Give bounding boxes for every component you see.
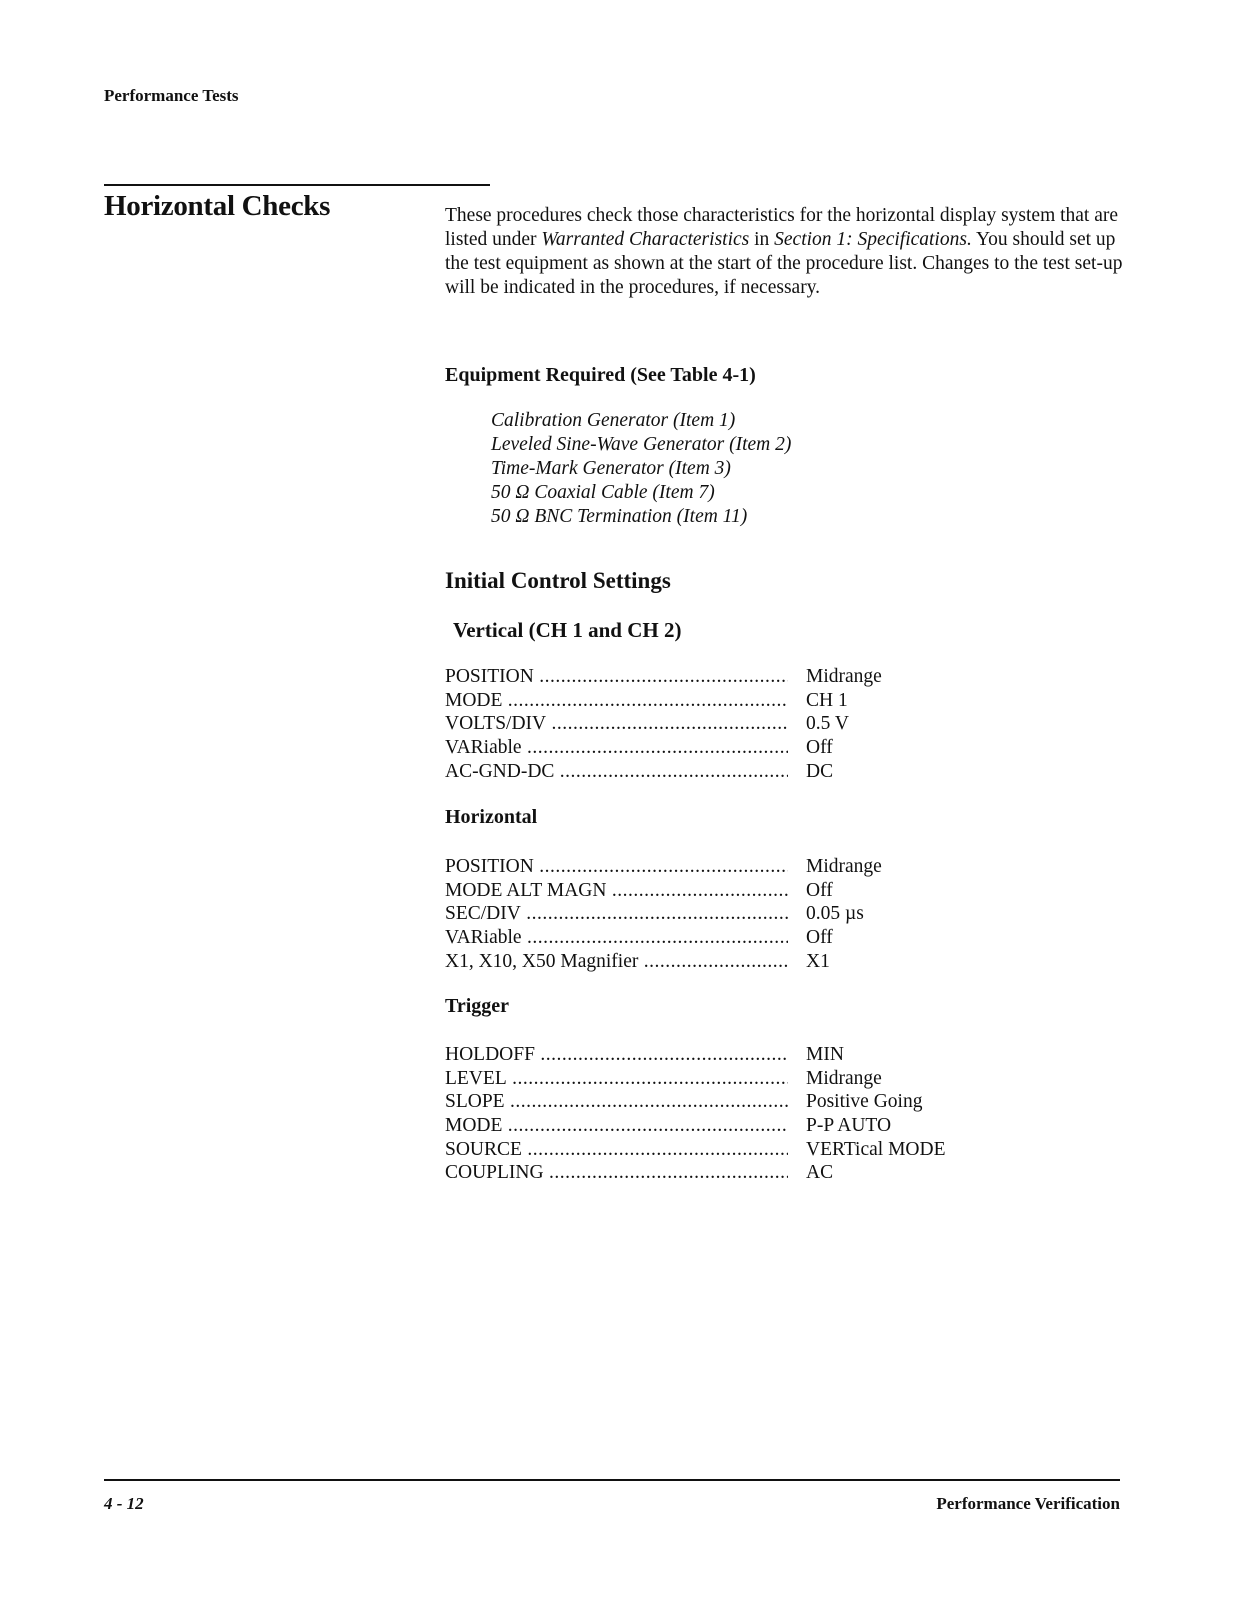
intro-ref-section: Section 1: Specifications. [774, 229, 972, 250]
intro-text-1: These procedures check those characteristics for the horizontal display system that are listed under [445, 205, 1119, 250]
setting-name: AC-GND-DC ..... [445, 760, 788, 784]
intro-paragraph [445, 204, 1125, 300]
page-number: 4 - 12 [104, 1494, 144, 1513]
setting-name: X1, X10, X50 Magnifier ..... [445, 950, 788, 974]
footer-rule [104, 1479, 1120, 1481]
intro-ref-warranted: Warranted Characteristics [541, 229, 750, 250]
section-rule [104, 184, 490, 186]
setting-value: Off [806, 927, 833, 949]
setting-name: VARiable ..... [445, 926, 788, 950]
setting-name: HOLDOFF ..... [445, 1043, 788, 1067]
setting-value: Off [806, 737, 833, 759]
horizontal-heading: Horizontal [445, 806, 538, 828]
setting-value: CH 1 [806, 689, 848, 711]
setting-value: 0.05 µs [806, 903, 864, 925]
setting-name: MODE ALT MAGN ..... [445, 879, 788, 903]
equipment-item: 50 Ω BNC Termination (Item 11) [491, 506, 748, 527]
equipment-item: Leveled Sine-Wave Generator (Item 2) [491, 434, 792, 455]
intro-text-2: in [749, 229, 775, 250]
setting-name: MODE ..... [445, 689, 788, 713]
setting-name: COUPLING ..... [445, 1161, 788, 1185]
setting-value: MIN [806, 1044, 844, 1065]
footer-title: Performance Verification [936, 1494, 1120, 1513]
setting-name: MODE ..... [445, 1114, 788, 1138]
trigger-heading: Trigger [445, 995, 510, 1017]
equipment-item: Calibration Generator (Item 1) [491, 410, 736, 431]
equipment-item: 50 Ω Coaxial Cable (Item 7) [491, 482, 715, 503]
setting-name: VOLTS/DIV ..... [445, 712, 788, 736]
initial-settings-heading: Initial Control Settings [445, 568, 671, 593]
setting-value: VERTical MODE [806, 1138, 946, 1160]
setting-name: SOURCE ..... [445, 1138, 788, 1162]
setting-name: SLOPE ..... [445, 1090, 788, 1114]
setting-value: Off [806, 879, 833, 901]
setting-name: LEVEL ..... [445, 1067, 788, 1091]
setting-name: VARiable ..... [445, 736, 788, 760]
equipment-heading: Equipment Required (See Table 4-1) [445, 364, 756, 386]
equipment-item: Time-Mark Generator (Item 3) [491, 458, 731, 479]
equipment-list [491, 409, 791, 529]
setting-value: P-P AUTO [806, 1115, 892, 1137]
running-head: Performance Tests [104, 86, 239, 105]
setting-name: POSITION ..... [445, 855, 788, 879]
vertical-heading: Vertical (CH 1 and CH 2) [453, 618, 682, 642]
setting-value: Midrange [806, 1067, 882, 1089]
setting-value: Midrange [806, 666, 882, 687]
setting-name: SEC/DIV ..... [445, 902, 788, 926]
setting-value: Midrange [806, 856, 882, 877]
setting-value: X1 [806, 950, 830, 972]
setting-value: DC [806, 760, 834, 782]
setting-value: 0.5 V [806, 713, 849, 735]
setting-value: Positive Going [806, 1091, 923, 1113]
intro-text-3: You should set up the test equipment as shown at the start of the procedure list. Changes to the test set-up will be indicated in the procedures, if necessary. [445, 229, 1123, 298]
setting-name: POSITION ..... [445, 665, 788, 689]
setting-value: AC [806, 1162, 834, 1184]
section-title: Horizontal Checks [104, 190, 331, 222]
